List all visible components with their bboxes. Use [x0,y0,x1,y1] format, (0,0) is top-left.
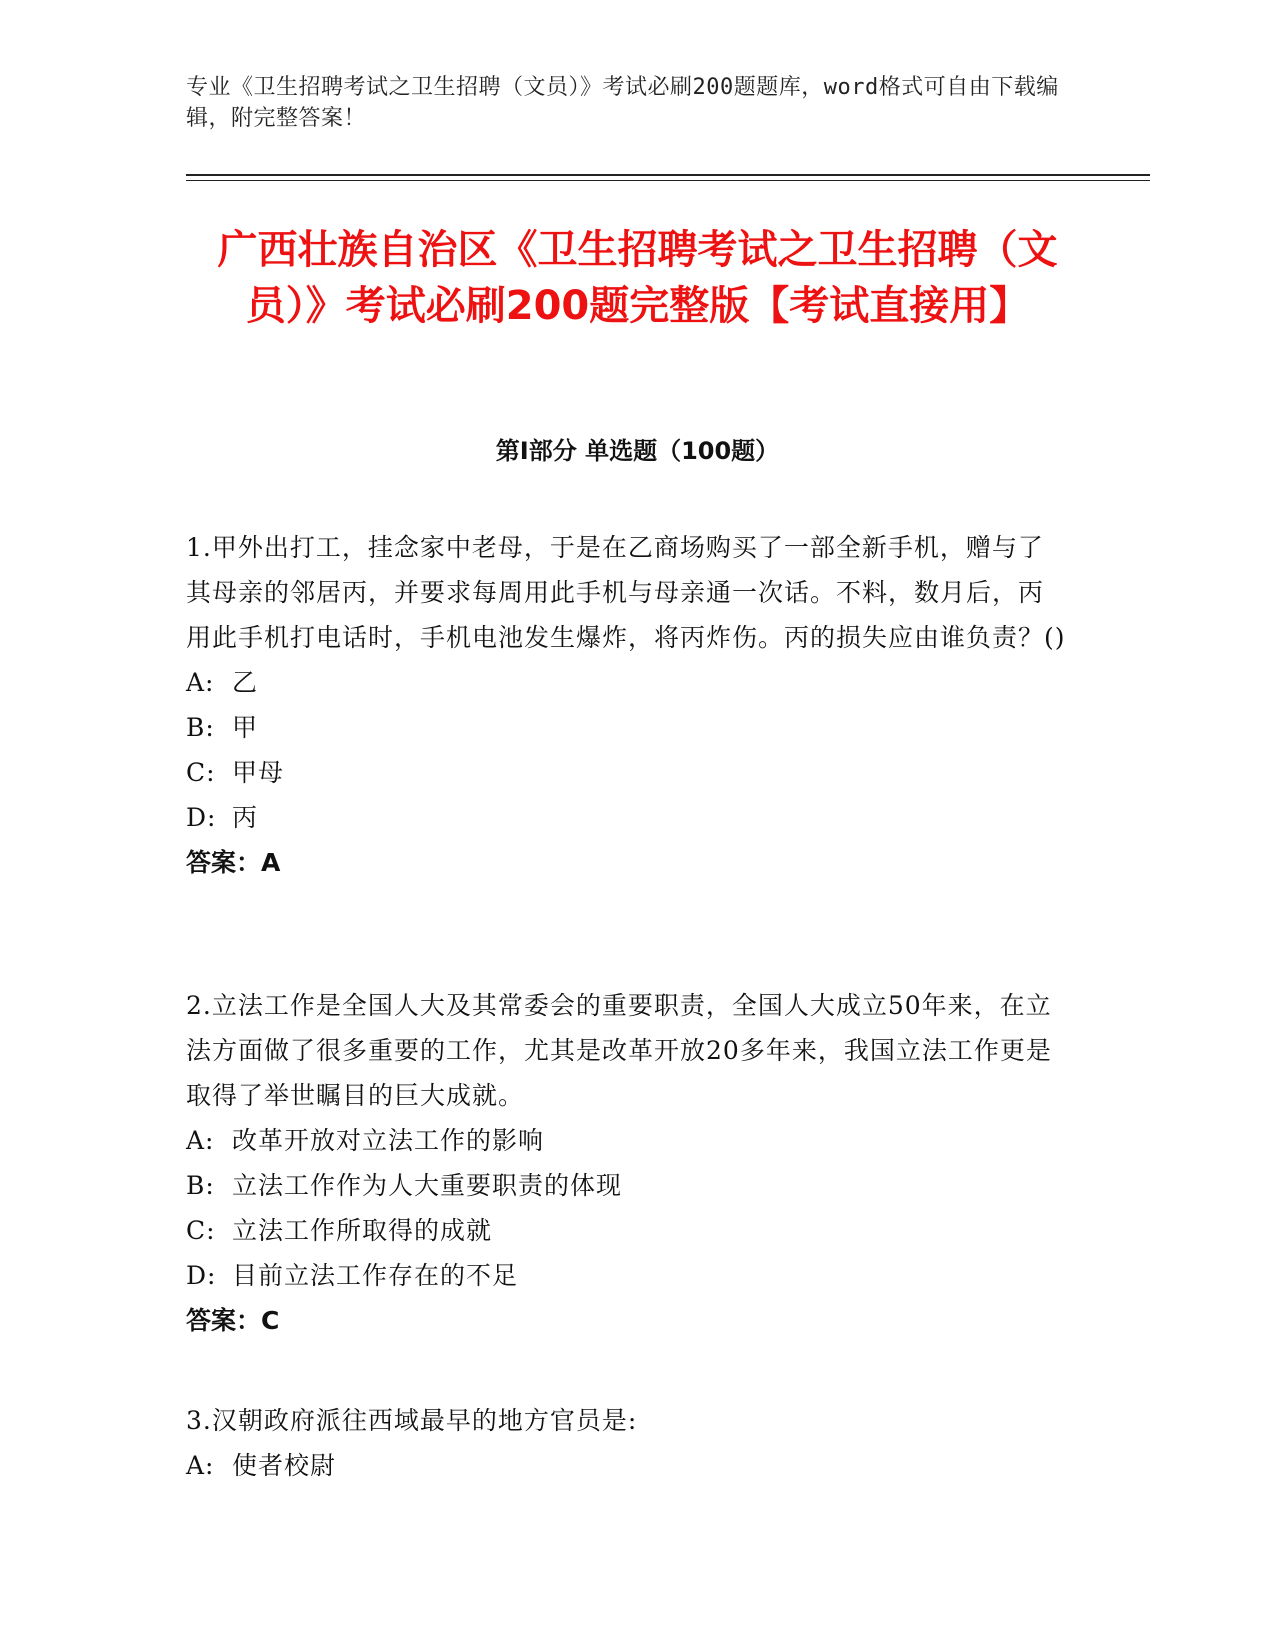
answer: 答案：A [186,848,281,877]
section-title: 第Ⅰ部分 单选题（100题） [495,437,780,465]
question-1 [186,525,1066,885]
option-d [186,795,1066,840]
question-stem: 3.汉朝政府派往西域最早的地方官员是: [186,1406,638,1435]
option-d [186,1253,1066,1298]
option-letter: C: [186,1216,216,1245]
option-text: 使者校尉 [232,1451,337,1480]
question-3 [186,1398,1066,1488]
option-text: 改革开放对立法工作的影响 [232,1126,545,1155]
option-letter: D: [186,1261,217,1290]
option-a [186,660,1066,705]
header-rule [186,174,1150,176]
option-letter: B: [186,1171,215,1200]
option-letter: B: [186,713,215,742]
document-title: 广西壮族自治区《卫生招聘考试之卫生招聘（文员）》考试必刷200题完整版【考试直接用】 [217,227,1058,329]
option-c [186,1208,1066,1253]
option-a [186,1118,1066,1163]
header-note: 专业《卫生招聘考试之卫生招聘（文员）》考试必刷200题题库，word格式可自由下载编辑，附完整答案！ [186,75,1059,131]
option-text: 目前立法工作存在的不足 [232,1261,519,1290]
option-b [186,705,1066,750]
answer: 答案：C [186,1306,280,1335]
option-letter: A: [186,1126,215,1155]
question-stem: 2.立法工作是全国人大及其常委会的重要职责，全国人大成立50年来，在立法方面做了很多重要的工作，尤其是改革开放20多年来，我国立法工作更是取得了举世瞩目的巨大成就。 [186,991,1052,1110]
question-2 [186,983,1066,1343]
option-text: 甲 [232,713,259,742]
option-c [186,750,1066,795]
option-text: 乙 [232,668,259,697]
option-letter: A: [186,668,215,697]
option-b [186,1163,1066,1208]
option-text: 丙 [232,803,259,832]
option-a [186,1443,1066,1488]
option-text: 立法工作所取得的成就 [232,1216,493,1245]
option-letter: A: [186,1451,215,1480]
option-letter: C: [186,758,216,787]
option-letter: D: [186,803,217,832]
header-rule-thin [186,180,1150,181]
option-text: 甲母 [232,758,285,787]
option-text: 立法工作作为人大重要职责的体现 [232,1171,623,1200]
question-stem: 1.甲外出打工，挂念家中老母，于是在乙商场购买了一部全新手机，赠与了其母亲的邻居丙，并要求每周用此手机与母亲通一次话。不料，数月后，丙用此手机打电话时，手机电池发生爆炸，将丙炸伤。丙的损失应由谁负责？() [186,533,1066,652]
